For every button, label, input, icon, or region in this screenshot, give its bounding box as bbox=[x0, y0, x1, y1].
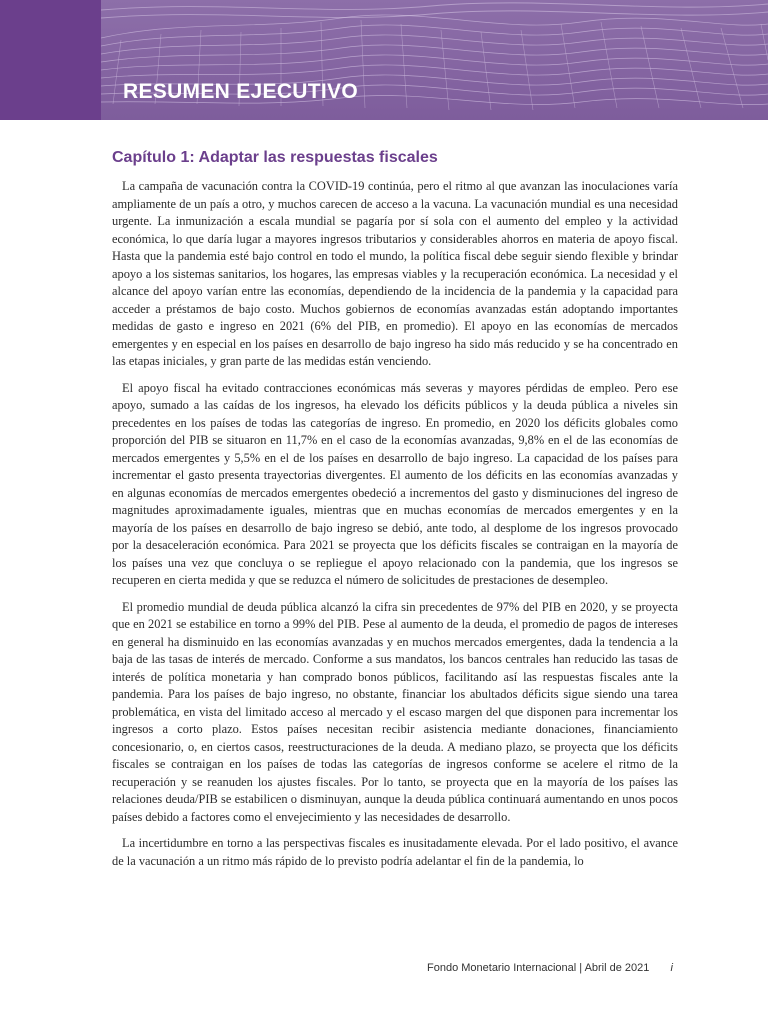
header-banner bbox=[0, 0, 768, 120]
footer-source: Fondo Monetario Internacional | Abril de 2021 bbox=[427, 962, 650, 974]
banner-accent-block bbox=[0, 0, 101, 120]
paragraph: El promedio mundial de deuda pública alcanzó la cifra sin precedentes de 97% del PIB en 2020, y se proyecta que en 2021 se estabilice en torno a 99% del PIB. Pese al aumento de la deuda, el promedio de pagos de intereses en general ha disminuido en las economías avanzadas y en muchos mercados emergentes, dada la tendencia a la baja de las tasas de interés de mercado. Conforme a sus mandatos, los bancos centrales han reducido las tasas de interés de política monetaria y han comprado bonos públicos, facilitando así las respuestas fiscales ante la pandemia. Para los países de bajo ingreso, no obstante, financiar los abultados déficits sigue siendo una tarea problemática, en vista del limitado acceso al mercado y el escaso margen del que disponen para incrementar los ingresos a corto plazo. Estos países necesitan recibir asistencia mediante donaciones, financiamiento concesionario, o, en ciertos casos, reestructuraciones de la deuda. A mediano plazo, se proyecta que los déficits fiscales se contraigan en los países de todas las categorías de ingresos conforme se acelere el ritmo de la recuperación y se reanuden los ajustes fiscales. Por lo tanto, se proyecta que en la mayoría de los países las relaciones deuda/PIB se estabilicen o disminuyan, aunque la deuda pública continuará aumentando en unos pocos países debido a factores como el envejecimiento y las necesidades de desarrollo. bbox=[112, 599, 678, 824]
paragraph: La campaña de vacunación contra la COVID-19 continúa, pero el ritmo al que avanzan las inoculaciones varía ampliamente de un país a otro, y muchos carecen de acceso a la vacuna. La vacunación mundial es una necesidad urgente. La inmunización a escala mundial se pagaría por sí sola con el aumento del empleo y la actividad económica, lo que daría lugar a mayores ingresos tributarios y considerables ahorros en materia de apoyo fiscal. Hasta que la pandemia esté bajo control en todo el mundo, la política fiscal debe seguir siendo flexible y brindar apoyo a los sistemas sanitarios, los hogares, las empresas viables y la recuperación económica. La necesidad y el alcance del apoyo varían entre las economías, dependiendo de la incidencia de la pandemia y la capacidad para acceder a préstamos de bajo costo. Muchos gobiernos de economías avanzadas están adoptando importantes medidas de gasto e ingreso en 2021 (6% del PIB, en promedio). El apoyo en las economías de mercados emergentes y en especial en los países en desarrollo de bajo ingreso ha sido más reducido y se ha concentrado en las etapas iniciales, y gran parte de las medidas están venciendo. bbox=[112, 179, 678, 368]
page-footer bbox=[427, 962, 673, 974]
paragraph: El apoyo fiscal ha evitado contracciones económicas más severas y mayores pérdidas de empleo. Pero ese apoyo, sumado a las caídas de los ingresos, ha elevado los déficits públicos y la deuda pública a niveles sin precedentes en los países de todas las categorías de ingreso. En promedio, en 2020 los déficits globales como proporción del PIB se situaron en 11,7% en el caso de la economías avanzadas, 9,8% en el de las economías de mercados emergentes y 5,5% en el de los países en desarrollo de bajo ingreso. La capacidad de los países para incrementar el gasto presenta trayectorias divergentes. El aumento de los déficits en las economías avanzadas y en algunas economías de mercados emergentes obedeció a incrementos del gasto y disminuciones del ingreso de magnitudes aproximadamente iguales, mientras que en muchas economías de mercados emergentes y en la mayoría de los países en desarrollo de bajo ingreso se debió, ante todo, al desplome de los ingresos provocado por la desaceleración económica. Para 2021 se proyecta que los déficits fiscales se contraigan en la mayoría de los países una vez que concluya o se repliegue el apoyo relacionado con la pandemia, que los ingresos se recuperen en cierta medida y que se reduzca el número de solicitudes de prestaciones de desempleo. bbox=[112, 380, 678, 587]
body-text bbox=[112, 178, 678, 879]
chapter-heading: Capítulo 1: Adaptar las respuestas fiscales bbox=[112, 149, 438, 166]
paragraph: La incertidumbre en torno a las perspectivas fiscales es inusitadamente elevada. Por el lado positivo, el avance de la vacunación a un ritmo más rápido de lo previsto podría adelantar el fin de la pandemia, lo bbox=[112, 836, 678, 868]
page-number: i bbox=[670, 962, 673, 974]
section-title: RESUMEN EJECUTIVO bbox=[123, 80, 358, 103]
